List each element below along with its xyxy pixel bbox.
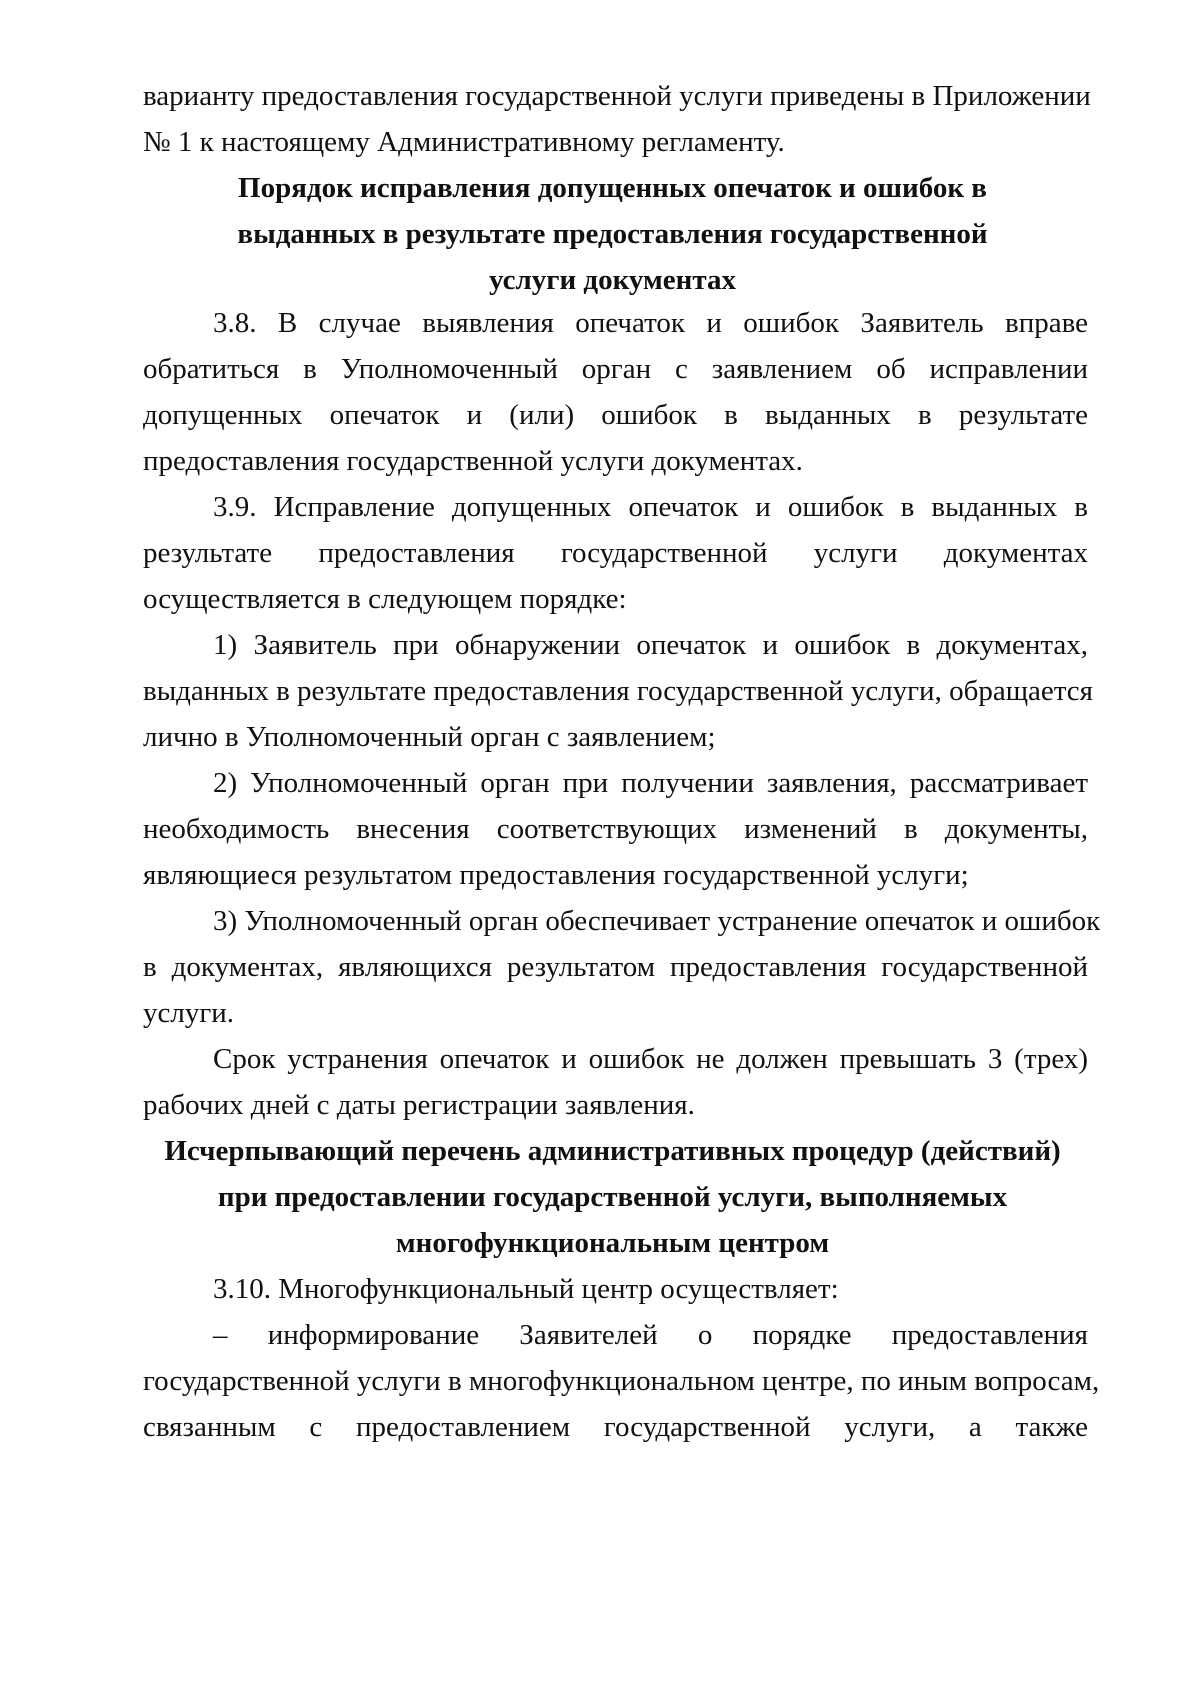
- paragraph-3-9-line-2: результате предоставления государственной услуги документах: [143, 537, 1088, 569]
- intro-line-2: № 1 к настоящему Административному регламенту.: [143, 126, 785, 158]
- bullet-item-line-2: государственной услуги в многофункциональном центре, по иным вопросам,: [143, 1365, 1100, 1397]
- section-heading-1-line-3: услуги документах: [489, 264, 736, 296]
- list-item-2-line-3: являющиеся результатом предоставления государственной услуги;: [143, 859, 969, 891]
- list-item-3-line-3: услуги.: [143, 997, 235, 1029]
- paragraph-3-8-line-1: 3.8. В случае выявления опечаток и ошибок Заявитель вправе: [213, 307, 1088, 339]
- term-paragraph-line-2: рабочих дней с даты регистрации заявления.: [143, 1089, 695, 1121]
- section-heading-1-line-1: Порядок исправления допущенных опечаток и ошибок в: [238, 172, 987, 204]
- section-heading-2-line-2: при предоставлении государственной услуги, выполняемых: [217, 1181, 1008, 1213]
- list-item-1-line-2: выданных в результате предоставления государственной услуги, обращается: [143, 675, 1094, 707]
- list-item-2-line-2: необходимость внесения соответствующих изменений в документы,: [143, 813, 1088, 845]
- bullet-item-line-3: связанным с предоставлением государственной услуги, а также: [143, 1411, 1088, 1443]
- paragraph-3-9-line-1: 3.9. Исправление допущенных опечаток и ошибок в выданных в: [213, 491, 1088, 523]
- list-item-1-line-3: лично в Уполномоченный орган с заявлением;: [143, 721, 716, 753]
- paragraph-3-10: 3.10. Многофункциональный центр осуществляет:: [213, 1273, 839, 1305]
- section-heading-2-line-1: Исчерпывающий перечень административных процедур (действий): [164, 1135, 1061, 1167]
- section-heading-2-line-3: многофункциональным центром: [395, 1227, 830, 1259]
- bullet-item-line-1: – информирование Заявителей о порядке предоставления: [213, 1319, 1088, 1351]
- paragraph-3-9-line-3: осуществляется в следующем порядке:: [143, 583, 627, 615]
- list-item-2-line-1: 2) Уполномоченный орган при получении заявления, рассматривает: [213, 767, 1088, 799]
- paragraph-3-8-line-4: предоставления государственной услуги документах.: [143, 445, 803, 477]
- paragraph-3-8-line-2: обратиться в Уполномоченный орган с заявлением об исправлении: [143, 353, 1088, 385]
- section-heading-1-line-2: выданных в результате предоставления государственной: [237, 218, 988, 250]
- list-item-3-line-2: в документах, являющихся результатом предоставления государственной: [143, 951, 1088, 983]
- list-item-1-line-1: 1) Заявитель при обнаружении опечаток и ошибок в документах,: [213, 629, 1088, 661]
- term-paragraph-line-1: Срок устранения опечаток и ошибок не должен превышать 3 (трех): [213, 1043, 1088, 1075]
- intro-line-1: варианту предоставления государственной услуги приведены в Приложении: [143, 80, 1091, 112]
- paragraph-3-8-line-3: допущенных опечаток и (или) ошибок в выданных в результате: [143, 399, 1088, 431]
- list-item-3-line-1: 3) Уполномоченный орган обеспечивает устранение опечаток и ошибок: [213, 905, 1101, 937]
